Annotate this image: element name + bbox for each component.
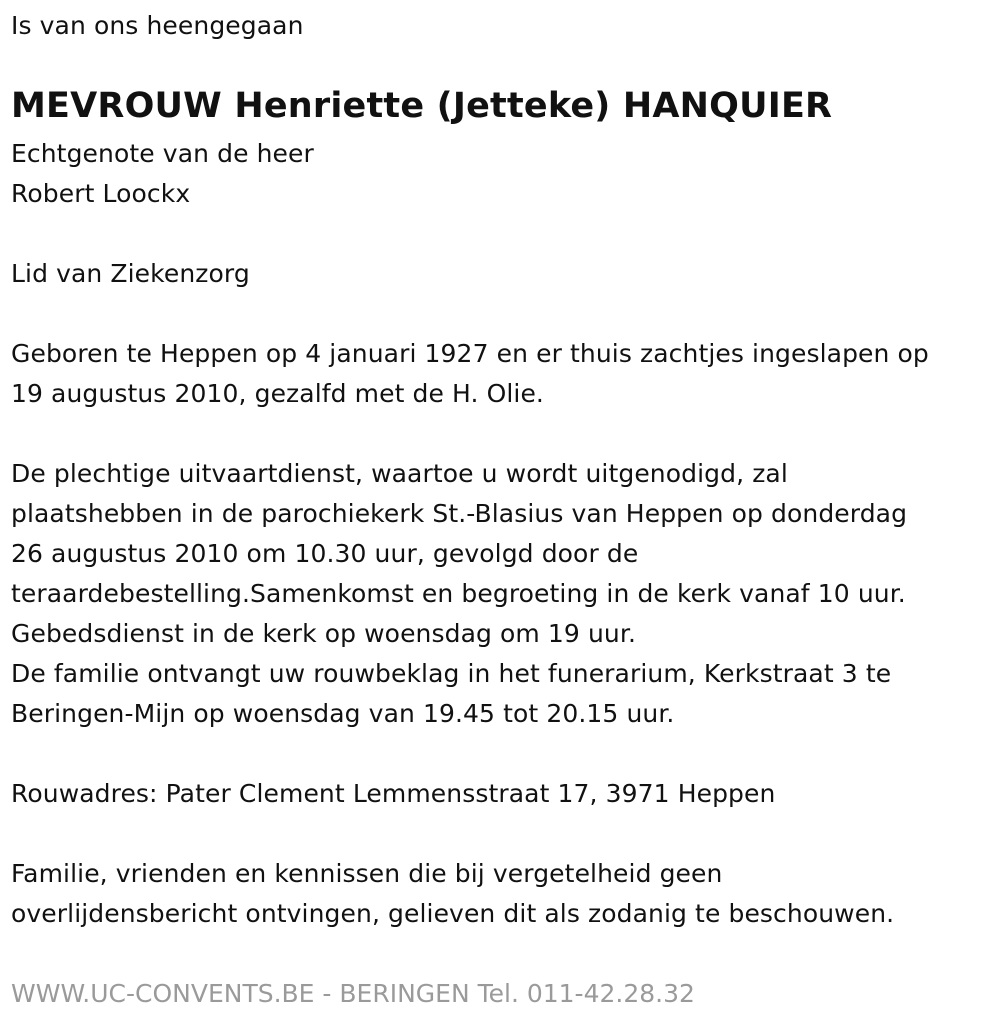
birth-line: Geboren te Heppen op 4 januari 1927 en er thuis zachtjes ingeslapen op [11,339,929,368]
mourning-address-block [11,774,775,814]
birth-line: 19 augustus 2010, gezalfd met de H. Olie. [11,379,544,408]
spouse-line: Robert Loockx [11,179,191,208]
service-line: plaatshebben in de parochiekerk St.-Blasius van Heppen op donderdag [11,499,908,528]
family-note-line: overlijdensbericht ontvingen, gelieven dit als zodanig te beschouwen. [11,899,895,928]
service-line: Beringen-Mijn op woensdag van 19.45 tot 20.15 uur. [11,699,675,728]
deceased-name: MEVROUW Henriette (Jetteke) HANQUIER [11,86,833,126]
membership-block [11,254,250,294]
service-line: teraardebestelling.Samenkomst en begroeting in de kerk vanaf 10 uur. [11,579,906,608]
service-block [11,454,907,734]
birth-death-block [11,334,929,414]
membership-line: Lid van Ziekenzorg [11,259,250,288]
mourning-address: Rouwadres: Pater Clement Lemmensstraat 17, 3971 Heppen [11,779,776,808]
service-line: Gebedsdienst in de kerk op woensdag om 19 uur. [11,619,636,648]
family-note-block [11,854,894,934]
footer-credit: WWW.UC-CONVENTS.BE - BERINGEN Tel. 011-42.28.32 [11,979,695,1008]
service-line: De plechtige uitvaartdienst, waartoe u wordt uitgenodigd, zal [11,459,788,488]
family-note-line: Familie, vrienden en kennissen die bij vergetelheid geen [11,859,723,888]
spouse-block [11,134,314,214]
service-line: De familie ontvangt uw rouwbeklag in het funerarium, Kerkstraat 3 te [11,659,892,688]
service-line: 26 augustus 2010 om 10.30 uur, gevolgd door de [11,539,639,568]
spouse-line: Echtgenote van de heer [11,139,314,168]
intro-text: Is van ons heengegaan [11,11,304,40]
